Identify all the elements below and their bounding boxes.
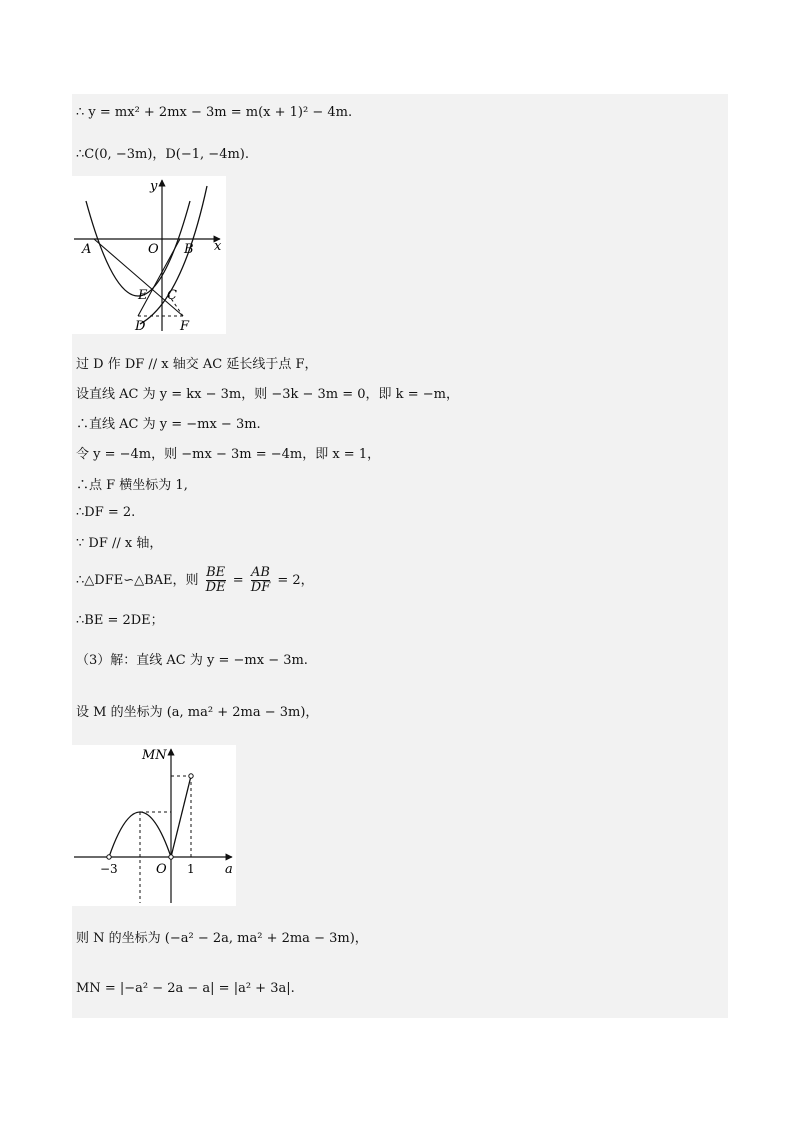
fig1-e-label: E xyxy=(138,288,148,303)
mn-graph-figure xyxy=(72,745,236,906)
fraction-1-denominator: DE xyxy=(205,580,226,595)
line-af xyxy=(94,239,183,316)
fraction-2-denominator: DF xyxy=(250,580,271,595)
fig1-f-label: F xyxy=(180,319,190,334)
fig2-o-label: O xyxy=(156,862,167,877)
line-ac-setup: 设直线 AC 为 y = kx − 3m，则 −3k − 3m = 0，即 k = −m， xyxy=(76,387,459,402)
n-coordinate-line: 则 N 的坐标为 (−a² − 2a, ma² + 2ma − 3m)， xyxy=(76,931,368,946)
equals-sign: = xyxy=(232,573,244,588)
fig1-o-label: O xyxy=(148,242,159,257)
fig1-y-label: y xyxy=(150,179,158,194)
construction-line: 过 D 作 DF // x 轴交 AC 延长线于点 F， xyxy=(76,357,318,372)
m-coordinate-line: 设 M 的坐标为 (a, ma² + 2ma − 3m)， xyxy=(76,705,319,720)
part-3-line: （3）解：直线 AC 为 y = −mx − 3m. xyxy=(76,653,308,668)
open-point-origin xyxy=(169,855,173,859)
line-bd xyxy=(138,239,180,316)
fig1-x-label: x xyxy=(214,239,222,254)
rising-line xyxy=(171,776,191,857)
similarity-prefix: ∴△DFE∽△BAE，则 xyxy=(76,573,199,588)
parallel-line: ∵ DF // x 轴， xyxy=(76,536,163,551)
fig1-d-label: D xyxy=(135,319,146,334)
fraction-1-numerator: BE xyxy=(206,565,226,580)
be-2de-line: ∴BE = 2DE； xyxy=(76,613,164,628)
point-f-line: ∴点 F 横坐标为 1, xyxy=(76,478,188,493)
solve-x-line: 令 y = −4m，则 −mx − 3m = −4m，即 x = 1， xyxy=(76,447,381,462)
open-point-neg3 xyxy=(107,855,111,859)
fig2-mn-label: MN xyxy=(142,748,167,763)
similarity-suffix: = 2， xyxy=(277,573,314,588)
open-point-top xyxy=(189,774,193,778)
fig1-a-label: A xyxy=(82,242,92,257)
fraction-be-de xyxy=(206,566,226,595)
df-length-line: ∴DF = 2. xyxy=(76,505,136,520)
fig1-b-label: B xyxy=(184,242,194,257)
mn-expression-line: MN = |−a² − 2a − a| = |a² + 3a|. xyxy=(76,981,295,996)
similarity-line xyxy=(76,566,314,595)
fig2-one-label: 1 xyxy=(187,862,195,876)
fraction-ab-df xyxy=(251,566,270,595)
line-ac-result: ∴直线 AC 为 y = −mx − 3m. xyxy=(76,417,261,432)
points-c-d-line: ∴C(0, −3m)，D(−1, −4m). xyxy=(76,147,250,162)
fig2-a-label: a xyxy=(225,862,233,877)
fig2-neg3-label: −3 xyxy=(100,862,118,876)
fig1-c-label: C xyxy=(167,288,177,303)
equation-line-1: ∴ y = mx² + 2mx − 3m = m(x + 1)² − 4m. xyxy=(76,105,353,120)
parabola-figure xyxy=(72,176,226,334)
fraction-2-numerator: AB xyxy=(251,565,270,580)
